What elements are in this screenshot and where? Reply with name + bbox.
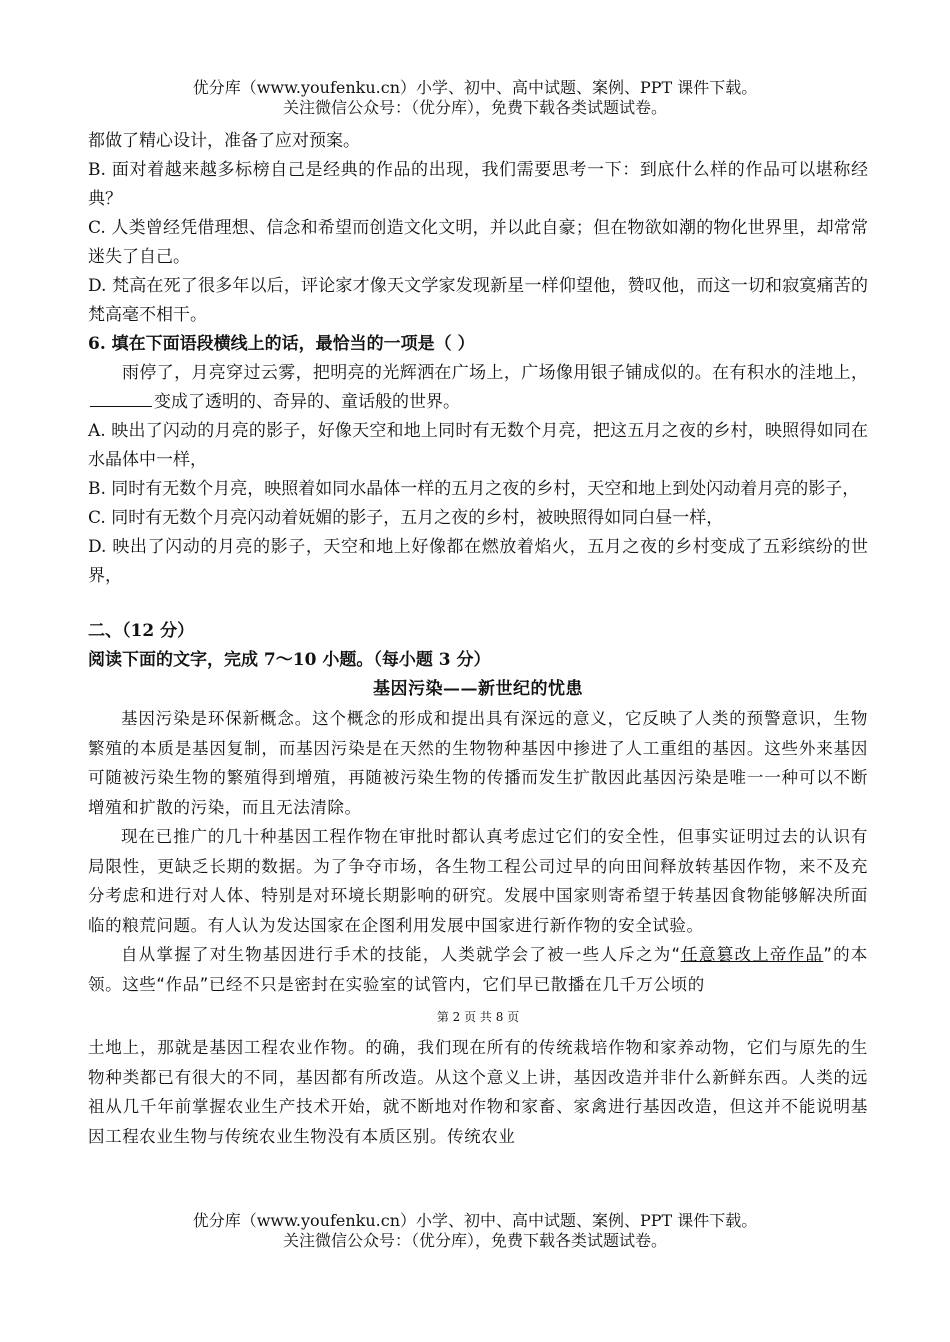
- q5-option-c: C. 人类曾经凭借理想、信念和希望而创造文化文明，并以此自豪；但在物欲如潮的物化世界里，却常常迷失了自己。: [88, 218, 868, 267]
- passage-paragraph-3: [88, 940, 868, 999]
- paragraph-3-after: ”的本领。这些“作品”已经不只是密封在实验室的试管内，它们早已散播在几千万公顷的: [88, 945, 868, 994]
- q5-option-d: D. 梵高在死了很多年以后，评论家才像天文学家发现新星一样仰望他，赞叹他，而这一切和寂寞痛苦的梵高毫不相干。: [88, 276, 868, 325]
- passage-paragraph-3-continued: 土地上，那就是基因工程农业作物。的确，我们现在所有的传统栽培作物和家养动物，它们与原先的生物种类都已有很大的不同，基因都有所改造。从这个意义上讲，基因改造并非什么新鲜东西。人类的远祖从几千年前掌握农业生产技术开始，就不断地对作物和家畜、家禽进行基因改造，但这并不能说明基因工程农业生物与传统农业生物没有本质区别。传统农业: [88, 1038, 868, 1146]
- section-spacer: [88, 591, 868, 617]
- q6-stem: 6. 填在下面语段横线上的话，最恰当的一项是（ ）: [88, 334, 475, 354]
- q6-option-a: A. 映出了闪动的月亮的影子，好像天空和地上同时有无数个月亮，把这五月之夜的乡村，映照得如同在水晶体中一样，: [88, 421, 868, 470]
- q6-passage: [88, 359, 868, 417]
- answer-blank: [90, 388, 152, 407]
- header-line-2: 关注微信公众号：（优分库），免费下载各类试题试卷。: [282, 98, 667, 117]
- section-instruction: 阅读下面的文字，完成 7～10 小题。（每小题 3 分）: [88, 650, 491, 670]
- underlined-phrase: 任意篡改上帝作品: [680, 945, 824, 964]
- page-footer: [0, 1211, 950, 1251]
- q5-continuation: 都做了精心设计，准备了应对预案。: [88, 131, 360, 151]
- q5-option-b: B. 面对着越来越多标榜自己是经典的作品的出现，我们需要思考一下：到底什么样的作品可以堪称经典？: [88, 160, 868, 209]
- footer-line-1: 优分库（www.youfenku.cn）小学、初中、高中试题、案例、PPT 课件下载。: [192, 1211, 758, 1230]
- q6-option-b: B. 同时有无数个月亮，映照着如同水晶体一样的五月之夜的乡村，天空和地上到处闪动着月亮的影子，: [88, 479, 860, 499]
- q6-option-c: C. 同时有无数个月亮闪动着妩媚的影子，五月之夜的乡村，被映照得如同白昼一样，: [88, 508, 724, 528]
- paragraph-3-before: 自从掌握了对生物基因进行手术的技能，人类就学会了被一些人斥之为“: [121, 945, 681, 964]
- passage-title: 基因污染——新世纪的忧患: [373, 679, 583, 699]
- page-header: [0, 78, 950, 118]
- section-heading: 二、（12 分）: [88, 621, 195, 641]
- document-body: [88, 127, 868, 1151]
- q6-passage-after: 变成了透明的、奇异的、童话般的世界。: [154, 392, 460, 412]
- q6-passage-before: 雨停了，月亮穿过云雾，把明亮的光辉洒在广场上，广场像用银子铺成似的。在有积水的洼地上，: [122, 363, 868, 383]
- q6-option-d: D. 映出了闪动的月亮的影子，天空和地上好像都在燃放着焰火，五月之夜的乡村变成了五彩缤纷的世界，: [88, 537, 868, 586]
- header-line-1: 优分库（www.youfenku.cn）小学、初中、高中试题、案例、PPT 课件下载。: [192, 78, 758, 97]
- page-number: 第 2 页 共 8 页: [436, 1010, 520, 1024]
- passage-paragraph-1: 基因污染是环保新概念。这个概念的形成和提出具有深远的意义，它反映了人类的预警意识，生物繁殖的本质是基因复制，而基因污染是在天然的生物物种基因中掺进了人工重组的基因。这些外来基因可随被污染生物的繁殖得到增殖，再随被污染生物的传播而发生扩散因此基因污染是唯一一种可以不断增殖和扩散的污染，而且无法清除。: [88, 709, 868, 817]
- passage-paragraph-2: 现在已推广的几十种基因工程作物在审批时都认真考虑过它们的安全性，但事实证明过去的认识有局限性，更缺乏长期的数据。为了争夺市场，各生物工程公司过早的向田间释放转基因作物，来不及充分考虑和进行对人体、特别是对环境长期影响的研究。发展中国家则寄希望于转基因食物能够解决所面临的粮荒问题。有人认为发达国家在企图利用发展中国家进行新作物的安全试验。: [88, 827, 868, 935]
- footer-line-2: 关注微信公众号：（优分库），免费下载各类试题试卷。: [282, 1231, 667, 1250]
